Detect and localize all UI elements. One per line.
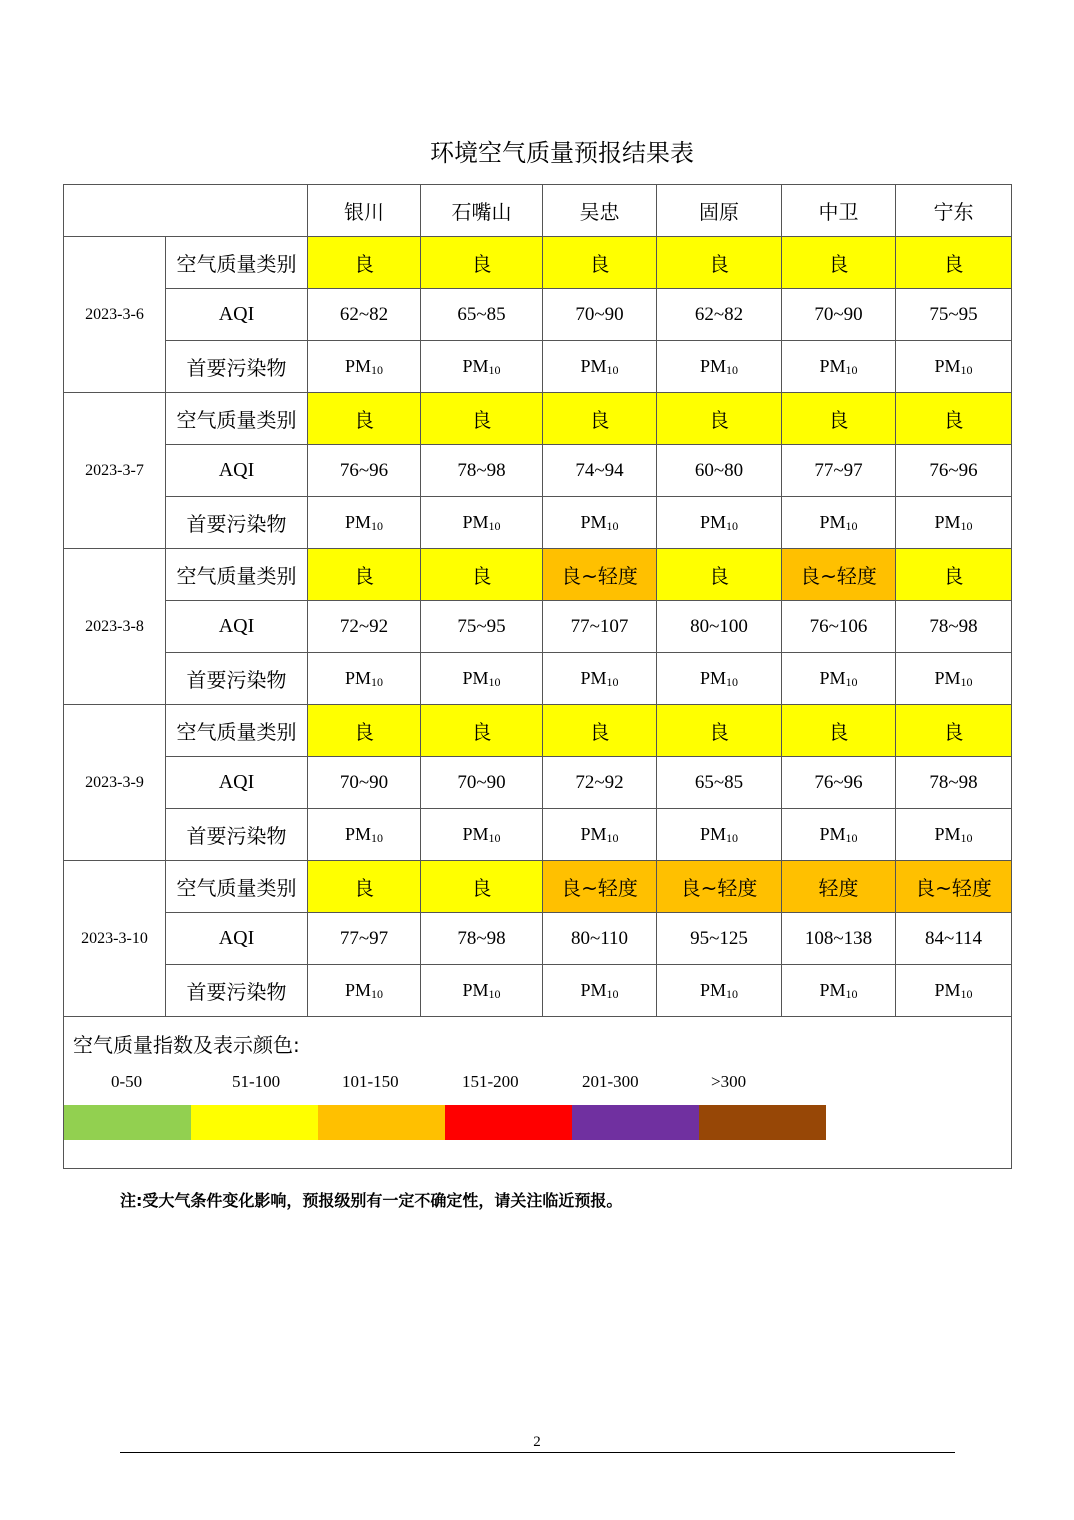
aqi-cell: 74~94 [543,445,657,497]
aqi-row [64,601,1012,653]
date-cell: 2023-3-10 [64,861,166,1017]
pollutant-row [64,341,1012,393]
date-cell: 2023-3-9 [64,705,166,861]
page-title: 环境空气质量预报结果表 [430,139,694,167]
pollutant-subscript: 10 [960,518,973,533]
aqi-cell: 76~106 [782,601,896,653]
pollutant-cell [308,497,421,549]
category-cell: 良 [543,393,657,445]
city-header: 石嘴山 [421,185,543,237]
pollutant-cell [308,809,421,861]
pollutant-subscript: 10 [606,830,619,845]
legend-color-swatch [699,1105,826,1140]
aqi-cell: 77~97 [782,445,896,497]
aqi-cell: 75~95 [421,601,543,653]
pollutant-name: PM [580,979,607,1000]
category-cell: 良 [308,549,421,601]
pollutant-cell [543,497,657,549]
pollutant-label: 首要污染物 [166,497,308,549]
aqi-cell: 84~114 [896,913,1012,965]
pollutant-name: PM [344,979,371,1000]
pollutant-subscript: 10 [371,986,383,1001]
pollutant-cell [657,653,782,705]
header-row [64,185,1012,237]
pollutant-row [64,965,1012,1017]
pollutant-subscript: 10 [845,518,858,533]
category-cell: 良 [308,237,421,289]
legend-color-swatch [64,1105,191,1140]
city-header: 中卫 [782,185,896,237]
category-cell: 良~轻度 [543,549,657,601]
category-cell: 良~轻度 [782,549,896,601]
aqi-label: AQI [166,913,308,965]
category-label: 空气质量类别 [166,393,308,445]
category-cell: 良 [896,705,1012,757]
pollutant-subscript: 10 [606,362,619,377]
city-header: 固原 [657,185,782,237]
category-label: 空气质量类别 [166,549,308,601]
aqi-cell: 70~90 [421,757,543,809]
pollutant-name: PM [934,823,961,844]
legend-color-swatch [191,1105,318,1140]
pollutant-subscript: 10 [726,674,738,689]
category-cell: 良 [896,393,1012,445]
pollutant-name: PM [462,823,489,844]
pollutant-name: PM [344,823,371,844]
pollutant-cell [782,341,896,393]
date-cell: 2023-3-7 [64,393,166,549]
pollutant-subscript: 10 [726,362,738,377]
aqi-cell: 78~98 [421,913,543,965]
header-corner [64,185,308,237]
category-row [64,393,1012,445]
legend-range-label: 51-100 [232,1072,281,1091]
pollutant-name: PM [699,667,726,688]
category-cell: 良 [543,237,657,289]
pollutant-name: PM [934,511,961,532]
category-cell: 良 [421,861,543,913]
pollutant-subscript: 10 [488,518,501,533]
pollutant-cell [782,653,896,705]
pollutant-cell [421,809,543,861]
pollutant-subscript: 10 [845,674,858,689]
pollutant-cell [421,653,543,705]
aqi-cell: 70~90 [308,757,421,809]
city-header: 吴忠 [543,185,657,237]
pollutant-row [64,809,1012,861]
pollutant-name: PM [699,355,726,376]
pollutant-label: 首要污染物 [166,809,308,861]
pollutant-name: PM [580,511,607,532]
pollutant-name: PM [819,979,846,1000]
category-label: 空气质量类别 [166,861,308,913]
category-cell: 良 [896,549,1012,601]
pollutant-cell [543,809,657,861]
pollutant-row [64,497,1012,549]
pollutant-cell [657,965,782,1017]
legend-range-label: 101-150 [342,1072,399,1091]
legend-color-swatch [445,1105,572,1140]
pollutant-subscript: 10 [845,362,858,377]
pollutant-subscript: 10 [488,362,501,377]
pollutant-subscript: 10 [371,518,383,533]
pollutant-cell [896,809,1012,861]
aqi-cell: 62~82 [657,289,782,341]
pollutant-name: PM [344,355,371,376]
legend-color-swatch [318,1105,445,1140]
pollutant-cell [543,341,657,393]
pollutant-name: PM [819,667,846,688]
pollutant-name: PM [580,355,607,376]
pollutant-name: PM [699,823,726,844]
pollutant-name: PM [580,823,607,844]
pollutant-subscript: 10 [960,830,973,845]
pollutant-cell [782,965,896,1017]
aqi-cell: 75~95 [896,289,1012,341]
pollutant-label: 首要污染物 [166,965,308,1017]
category-cell: 良 [421,705,543,757]
forecast-note: 注:受大气条件变化影响，预报级别有一定不确定性，请关注临近预报。 [120,1191,623,1210]
pollutant-cell [657,497,782,549]
aqi-row [64,445,1012,497]
legend-range-label: 151-200 [462,1072,519,1091]
aqi-cell: 108~138 [782,913,896,965]
pollutant-cell [308,341,421,393]
aqi-cell: 76~96 [308,445,421,497]
pollutant-name: PM [819,511,846,532]
pollutant-subscript: 10 [371,674,383,689]
category-cell: 良 [657,393,782,445]
category-label: 空气质量类别 [166,237,308,289]
pollutant-cell [896,965,1012,1017]
aqi-label: AQI [166,289,308,341]
legend-range-label: 201-300 [582,1072,639,1091]
pollutant-cell [308,965,421,1017]
pollutant-cell [896,497,1012,549]
category-cell: 良~轻度 [657,861,782,913]
pollutant-cell [421,965,543,1017]
aqi-cell: 78~98 [896,757,1012,809]
category-cell: 良 [421,393,543,445]
category-cell: 轻度 [782,861,896,913]
category-cell: 良 [543,705,657,757]
aqi-row [64,757,1012,809]
aqi-cell: 70~90 [782,289,896,341]
category-row [64,549,1012,601]
city-header: 宁东 [896,185,1012,237]
pollutant-cell [308,653,421,705]
pollutant-name: PM [462,979,489,1000]
pollutant-name: PM [934,355,961,376]
legend-range-label: 0-50 [111,1072,143,1091]
category-label: 空气质量类别 [166,705,308,757]
aqi-cell: 78~98 [896,601,1012,653]
pollutant-subscript: 10 [606,986,619,1001]
aqi-label: AQI [166,601,308,653]
category-row [64,705,1012,757]
category-cell: 良 [657,549,782,601]
pollutant-cell [657,809,782,861]
aqi-cell: 65~85 [421,289,543,341]
category-cell: 良 [308,705,421,757]
pollutant-cell [421,341,543,393]
category-cell: 良 [657,237,782,289]
legend-cell [64,1017,1012,1169]
category-cell: 良 [308,861,421,913]
date-cell: 2023-3-6 [64,237,166,393]
category-cell: 良 [782,237,896,289]
aqi-cell: 78~98 [421,445,543,497]
aqi-cell: 62~82 [308,289,421,341]
aqi-cell: 76~96 [782,757,896,809]
pollutant-name: PM [934,979,961,1000]
pollutant-cell [896,653,1012,705]
pollutant-label: 首要污染物 [166,653,308,705]
aqi-label: AQI [166,757,308,809]
pollutant-subscript: 10 [960,362,973,377]
pollutant-cell [782,809,896,861]
date-cell: 2023-3-8 [64,549,166,705]
pollutant-subscript: 10 [726,986,738,1001]
category-cell: 良 [421,237,543,289]
aqi-cell: 70~90 [543,289,657,341]
pollutant-subscript: 10 [488,674,501,689]
pollutant-subscript: 10 [606,674,619,689]
category-cell: 良 [657,705,782,757]
footer-divider [120,1452,955,1453]
pollutant-cell [657,341,782,393]
pollutant-name: PM [462,511,489,532]
pollutant-subscript: 10 [845,986,858,1001]
pollutant-name: PM [699,979,726,1000]
pollutant-subscript: 10 [488,830,501,845]
pollutant-subscript: 10 [960,986,973,1001]
aqi-cell: 76~96 [896,445,1012,497]
pollutant-name: PM [934,667,961,688]
pollutant-cell [421,497,543,549]
pollutant-subscript: 10 [371,830,383,845]
pollutant-cell [543,653,657,705]
category-cell: 良~轻度 [896,861,1012,913]
pollutant-subscript: 10 [371,362,383,377]
pollutant-name: PM [819,355,846,376]
pollutant-name: PM [580,667,607,688]
pollutant-subscript: 10 [726,830,738,845]
category-row [64,237,1012,289]
pollutant-subscript: 10 [606,518,619,533]
pollutant-name: PM [462,667,489,688]
pollutant-name: PM [699,511,726,532]
aqi-cell: 80~100 [657,601,782,653]
aqi-cell: 77~97 [308,913,421,965]
legend-row [64,1017,1012,1169]
aqi-label: AQI [166,445,308,497]
category-row [64,861,1012,913]
aqi-cell: 80~110 [543,913,657,965]
category-cell: 良 [782,705,896,757]
pollutant-subscript: 10 [488,986,501,1001]
pollutant-name: PM [462,355,489,376]
aqi-cell: 65~85 [657,757,782,809]
category-cell: 良 [782,393,896,445]
pollutant-name: PM [344,511,371,532]
aqi-row [64,913,1012,965]
pollutant-subscript: 10 [726,518,738,533]
aqi-cell: 60~80 [657,445,782,497]
legend-range-label: >300 [711,1072,747,1091]
pollutant-name: PM [344,667,371,688]
category-cell: 良 [421,549,543,601]
legend-title: 空气质量指数及表示颜色: [73,1033,300,1057]
aqi-cell: 72~92 [308,601,421,653]
pollutant-cell [782,497,896,549]
pollutant-cell [896,341,1012,393]
aqi-cell: 77~107 [543,601,657,653]
category-cell: 良 [308,393,421,445]
page-number: 2 [533,1434,541,1450]
pollutant-cell [543,965,657,1017]
aqi-cell: 95~125 [657,913,782,965]
pollutant-name: PM [819,823,846,844]
category-cell: 良~轻度 [543,861,657,913]
pollutant-subscript: 10 [960,674,973,689]
city-header: 银川 [308,185,421,237]
pollutant-row [64,653,1012,705]
legend-color-swatch [572,1105,699,1140]
category-cell: 良 [896,237,1012,289]
pollutant-subscript: 10 [845,830,858,845]
aqi-row [64,289,1012,341]
pollutant-label: 首要污染物 [166,341,308,393]
aqi-cell: 72~92 [543,757,657,809]
forecast-table [63,184,1012,1169]
